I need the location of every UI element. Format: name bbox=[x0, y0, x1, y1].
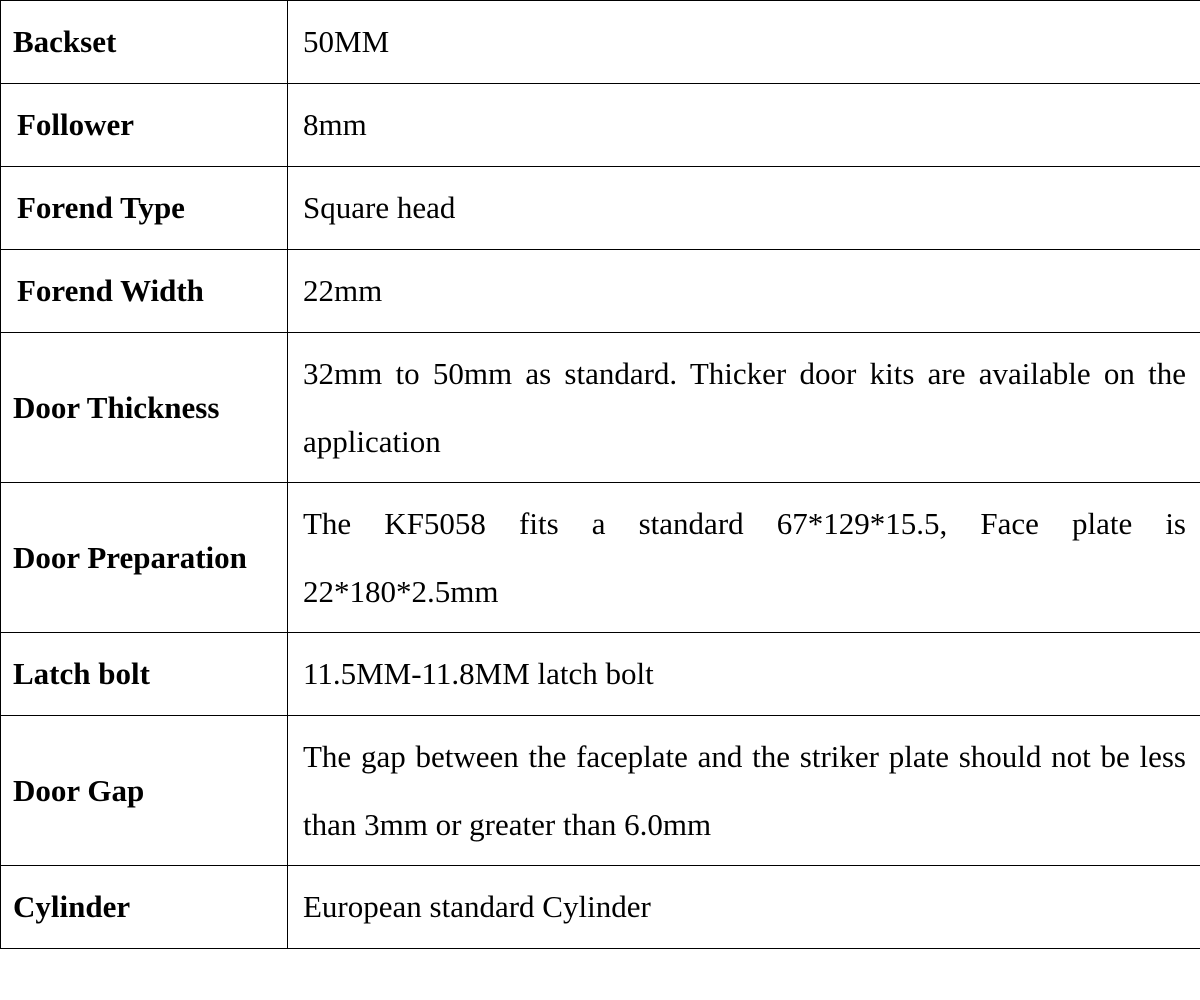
value-cell bbox=[288, 84, 1200, 167]
label-cell bbox=[1, 483, 288, 633]
row-label: Forend Width bbox=[17, 273, 204, 308]
row-label: Door Gap bbox=[13, 772, 145, 808]
spec-row-follower bbox=[1, 84, 1200, 167]
spec-row-door-preparation bbox=[1, 483, 1200, 633]
label-cell bbox=[1, 1, 288, 84]
value-cell bbox=[288, 1, 1200, 84]
spec-row-door-gap bbox=[1, 716, 1200, 866]
spec-row-forend-type bbox=[1, 167, 1200, 250]
row-label: Cylinder bbox=[13, 889, 131, 924]
value-cell bbox=[288, 716, 1200, 866]
row-label: Follower bbox=[17, 107, 135, 142]
value-cell bbox=[288, 250, 1200, 333]
row-label: Door Thickness bbox=[13, 389, 220, 425]
row-value: The gap between the faceplate and the striker plate should not be less than 3mm or greater than 6.0mm bbox=[303, 738, 1186, 842]
row-label: Forend Type bbox=[17, 190, 185, 225]
row-value: 32mm to 50mm as standard. Thicker door kits are available on the application bbox=[303, 355, 1186, 459]
label-cell bbox=[1, 333, 288, 483]
label-cell bbox=[1, 866, 288, 949]
spec-row-door-thickness bbox=[1, 333, 1200, 483]
value-cell bbox=[288, 633, 1200, 716]
value-cell bbox=[288, 333, 1200, 483]
row-value: 22mm bbox=[303, 273, 383, 308]
row-label: Backset bbox=[13, 24, 117, 59]
label-cell bbox=[1, 167, 288, 250]
spec-row-backset bbox=[1, 1, 1200, 84]
row-value: 50MM bbox=[303, 24, 390, 59]
row-value: European standard Cylinder bbox=[303, 889, 651, 924]
label-cell bbox=[1, 716, 288, 866]
value-cell bbox=[288, 483, 1200, 633]
value-cell bbox=[288, 167, 1200, 250]
row-value: 8mm bbox=[303, 107, 367, 142]
row-value: 11.5MM-11.8MM latch bolt bbox=[303, 656, 654, 691]
label-cell bbox=[1, 84, 288, 167]
row-label: Latch bolt bbox=[13, 656, 150, 691]
spec-row-cylinder bbox=[1, 866, 1200, 949]
label-cell bbox=[1, 250, 288, 333]
row-value: Square head bbox=[303, 190, 456, 225]
spec-row-latch-bolt bbox=[1, 633, 1200, 716]
spec-row-forend-width bbox=[1, 250, 1200, 333]
label-cell bbox=[1, 633, 288, 716]
row-value: The KF5058 fits a standard 67*129*15.5, Face plate is 22*180*2.5mm bbox=[303, 505, 1186, 609]
row-label: Door Preparation bbox=[13, 539, 247, 575]
value-cell bbox=[288, 866, 1200, 949]
